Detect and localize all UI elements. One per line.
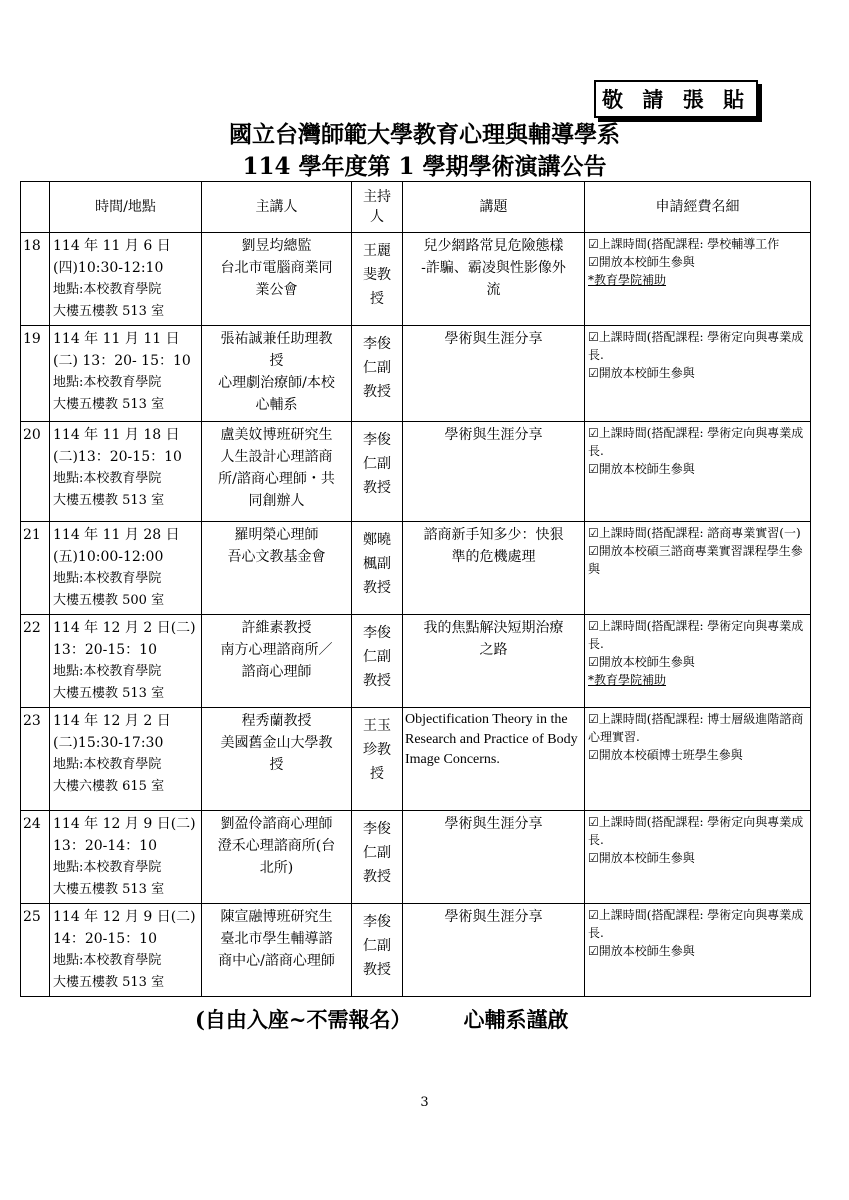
time-line: (四)10:30-12:10	[53, 260, 164, 276]
funding-line: ☑開放本校碩博士班學生參與	[588, 748, 743, 762]
host-cell	[352, 615, 403, 708]
page-subtitle: 114 學年度第 1 學期學術演講公告	[242, 153, 607, 180]
host-line: 教授	[363, 384, 391, 400]
topic-line: 學術與生涯分享	[444, 909, 543, 925]
speaker-line: 劉昱均總監	[241, 238, 312, 254]
funding-line: ☑上課時間(搭配課程: 學術定向與專業成長.	[588, 815, 804, 847]
table-row	[21, 422, 811, 522]
host-cell	[352, 422, 403, 522]
header-no	[21, 182, 50, 233]
funding-cell	[585, 811, 811, 904]
footer	[195, 1004, 569, 1034]
location-line: 地點:本校教育學院	[53, 757, 162, 772]
host-line: 李俊	[363, 625, 391, 641]
host-cell	[352, 326, 403, 422]
time-line: 14：20-15：10	[53, 931, 157, 947]
speaker-cell	[202, 615, 352, 708]
funding-cell	[585, 422, 811, 522]
time-location-cell	[50, 422, 202, 522]
host-line: 教授	[363, 673, 391, 689]
speaker-line: 商中心/諮商心理師	[218, 953, 335, 969]
funding-line: ☑上課時間(搭配課程: 學術定向與專業成長.	[588, 619, 804, 651]
funding-line: ☑開放本校師生參與	[588, 462, 695, 476]
location-line: 地點:本校教育學院	[53, 282, 162, 297]
table-row	[21, 811, 811, 904]
row-number: 19	[21, 326, 50, 422]
funding-cell	[585, 326, 811, 422]
topic-line: 諮商新手知多少：快狠	[423, 527, 564, 543]
funding-line: *教育學院補助	[588, 273, 667, 287]
location-line: 大樓五樓教 500 室	[53, 593, 165, 608]
table-row	[21, 708, 811, 811]
location-line: 地點:本校教育學院	[53, 860, 162, 875]
host-line: 斐教	[363, 267, 391, 283]
funding-line: ☑開放本校師生參與	[588, 655, 695, 669]
funding-cell	[585, 615, 811, 708]
speaker-line: 劉盈伶諮商心理師	[220, 816, 333, 832]
speaker-line: 心輔系	[255, 397, 298, 413]
speaker-line: 同創辦人	[248, 493, 305, 509]
time-line: (二) 13：20- 15：10	[53, 353, 191, 369]
funding-line: ☑開放本校師生參與	[588, 851, 695, 865]
speaker-cell	[202, 904, 352, 997]
speaker-line: 業公會	[255, 282, 298, 298]
location-line: 大樓六樓教 615 室	[53, 779, 165, 794]
time-line: (五)10:00-12:00	[53, 549, 164, 565]
topic-cell	[403, 326, 585, 422]
host-line: 仁副	[363, 649, 391, 665]
funding-line: ☑上課時間(搭配課程: 學術定向與專業成長.	[588, 908, 804, 940]
topic-cell	[403, 904, 585, 997]
funding-line: ☑開放本校碩三諮商專業實習課程學生參與	[588, 544, 803, 576]
time-line: 114 年 11 月 18 日	[53, 427, 180, 443]
host-line: 授	[370, 291, 384, 307]
host-cell	[352, 522, 403, 615]
location-line: 大樓五樓教 513 室	[53, 304, 165, 319]
host-line: 仁副	[363, 360, 391, 376]
host-line: 王玉	[363, 718, 391, 734]
table-row	[21, 904, 811, 997]
location-line: 大樓五樓教 513 室	[53, 493, 165, 508]
location-line: 地點:本校教育學院	[53, 571, 162, 586]
topic-line: 我的焦點解決短期治療	[423, 620, 564, 636]
topic-line: 兒少網路常見危險態樣	[423, 238, 564, 254]
header-speaker: 主講人	[202, 182, 352, 233]
location-line: 大樓五樓教 513 室	[53, 975, 165, 990]
speaker-line: 授	[269, 757, 284, 773]
speaker-cell	[202, 811, 352, 904]
topic-cell	[403, 811, 585, 904]
time-line: 114 年 11 月 28 日	[53, 527, 180, 543]
speaker-line: 陳宣融博班研究生	[220, 909, 333, 925]
time-line: 114 年 11 月 11 日	[53, 331, 180, 347]
topic-line: 流	[486, 282, 501, 298]
page-title: 國立台灣師範大學教育心理與輔導學系	[229, 121, 620, 148]
speaker-line: 程秀蘭教授	[241, 713, 312, 729]
time-line: 114 年 12 月 9 日(二)	[53, 909, 196, 925]
host-line: 王麗	[363, 243, 391, 259]
funding-cell	[585, 233, 811, 326]
row-number: 21	[21, 522, 50, 615]
host-line: 教授	[363, 962, 391, 978]
time-location-cell	[50, 615, 202, 708]
time-line: 114 年 12 月 2 日	[53, 713, 171, 729]
speaker-line: 美國舊金山大學教	[220, 735, 333, 751]
header-funding: 申請經費名細	[585, 182, 811, 233]
page-number: 3	[420, 1095, 429, 1110]
time-location-cell	[50, 326, 202, 422]
topic-cell	[403, 233, 585, 326]
topic-line: Objectification Theory in the Research and Practice of Body Image Concerns.	[405, 712, 578, 767]
table-row	[21, 233, 811, 326]
speaker-cell	[202, 708, 352, 811]
funding-line: ☑上課時間(搭配課程: 諮商專業實習(一)	[588, 526, 801, 540]
row-number: 23	[21, 708, 50, 811]
topic-cell	[403, 708, 585, 811]
topic-cell	[403, 615, 585, 708]
lecture-schedule-table	[20, 181, 811, 997]
location-line: 地點:本校教育學院	[53, 471, 162, 486]
host-line: 李俊	[363, 821, 391, 837]
topic-cell	[403, 522, 585, 615]
host-cell	[352, 811, 403, 904]
host-cell	[352, 708, 403, 811]
row-number: 20	[21, 422, 50, 522]
row-number: 24	[21, 811, 50, 904]
speaker-line: 台北市電腦商業同	[220, 260, 333, 276]
host-line: 李俊	[363, 432, 391, 448]
time-line: 13：20-14：10	[53, 838, 157, 854]
funding-line: ☑上課時間(搭配課程: 博士層級進階諮商心理實習.	[588, 712, 804, 744]
topic-line: 學術與生涯分享	[444, 331, 543, 347]
funding-line: ☑上課時間(搭配課程: 學術定向與專業成長.	[588, 426, 804, 458]
host-line: 教授	[363, 869, 391, 885]
speaker-line: 授	[269, 353, 284, 369]
speaker-line: 盧美妏博班研究生	[220, 427, 333, 443]
host-line: 仁副	[363, 456, 391, 472]
header-host: 主持人	[352, 182, 403, 233]
location-line: 大樓五樓教 513 室	[53, 882, 165, 897]
location-line: 大樓五樓教 513 室	[53, 397, 165, 412]
speaker-line: 澄禾心理諮商所(台	[217, 838, 336, 854]
time-location-cell	[50, 233, 202, 326]
time-line: 114 年 12 月 9 日(二)	[53, 816, 196, 832]
time-line: (二)15:30-17:30	[53, 735, 164, 751]
speaker-line: 張祐誠兼任助理教	[220, 331, 333, 347]
time-location-cell	[50, 708, 202, 811]
speaker-line: 心理劇治療師/本校	[218, 375, 335, 391]
host-line: 教授	[363, 580, 391, 596]
table-row	[21, 326, 811, 422]
speaker-line: 羅明榮心理師	[234, 527, 319, 543]
location-line: 地點:本校教育學院	[53, 375, 162, 390]
topic-line: -詐騙、霸凌與性影像外	[421, 260, 566, 276]
funding-line: ☑開放本校師生參與	[588, 944, 695, 958]
time-line: 13：20-15：10	[53, 642, 157, 658]
location-line: 大樓五樓教 513 室	[53, 686, 165, 701]
topic-line: 學術與生涯分享	[444, 816, 543, 832]
speaker-line: 所/諮商心理師・共	[218, 471, 335, 487]
speaker-cell	[202, 233, 352, 326]
host-line: 仁副	[363, 938, 391, 954]
post-notice-stamp: 敬 請 張 貼	[594, 80, 758, 118]
time-location-cell	[50, 522, 202, 615]
speaker-line: 南方心理諮商所／	[220, 642, 333, 658]
host-line: 仁副	[363, 845, 391, 861]
host-line: 授	[370, 766, 384, 782]
table-row	[21, 522, 811, 615]
funding-cell	[585, 904, 811, 997]
host-cell	[352, 904, 403, 997]
funding-cell	[585, 522, 811, 615]
speaker-cell	[202, 522, 352, 615]
funding-cell	[585, 708, 811, 811]
host-line: 鄭曉	[363, 532, 391, 548]
speaker-line: 人生設計心理諮商	[220, 449, 333, 465]
topic-cell	[403, 422, 585, 522]
host-line: 楓副	[363, 556, 391, 572]
funding-line: ☑上課時間(搭配課程: 學校輔導工作	[588, 237, 780, 251]
footer-note: (自由入座~不需報名）	[195, 1007, 412, 1032]
header-topic: 講題	[403, 182, 585, 233]
location-line: 地點:本校教育學院	[53, 664, 162, 679]
speaker-cell	[202, 326, 352, 422]
speaker-line: 許維素教授	[241, 620, 312, 636]
footer-signature: 心輔系謹啟	[463, 1007, 569, 1032]
speaker-line: 諮商心理師	[241, 664, 312, 680]
time-location-cell	[50, 811, 202, 904]
time-line: 114 年 12 月 2 日(二)	[53, 620, 196, 636]
time-location-cell	[50, 904, 202, 997]
table-row	[21, 615, 811, 708]
row-number: 18	[21, 233, 50, 326]
host-line: 教授	[363, 480, 391, 496]
speaker-line: 吾心文教基金會	[227, 549, 326, 565]
host-line: 李俊	[363, 336, 391, 352]
table-header-row	[21, 182, 811, 233]
row-number: 22	[21, 615, 50, 708]
row-number: 25	[21, 904, 50, 997]
funding-line: ☑開放本校師生參與	[588, 366, 695, 380]
speaker-cell	[202, 422, 352, 522]
funding-line: *教育學院補助	[588, 673, 667, 687]
topic-line: 學術與生涯分享	[444, 427, 543, 443]
host-line: 珍教	[363, 742, 391, 758]
funding-line: ☑上課時間(搭配課程: 學術定向與專業成長.	[588, 330, 804, 362]
funding-line: ☑開放本校師生參與	[588, 255, 695, 269]
time-line: (二)13：20-15：10	[53, 449, 182, 465]
time-line: 114 年 11 月 6 日	[53, 238, 171, 254]
topic-line: 準的危機處理	[451, 549, 536, 565]
speaker-line: 北所)	[259, 860, 294, 876]
host-line: 李俊	[363, 914, 391, 930]
topic-line: 之路	[479, 642, 508, 658]
location-line: 地點:本校教育學院	[53, 953, 162, 968]
host-cell	[352, 233, 403, 326]
speaker-line: 臺北市學生輔導諮	[220, 931, 333, 947]
header-time: 時間/地點	[50, 182, 202, 233]
